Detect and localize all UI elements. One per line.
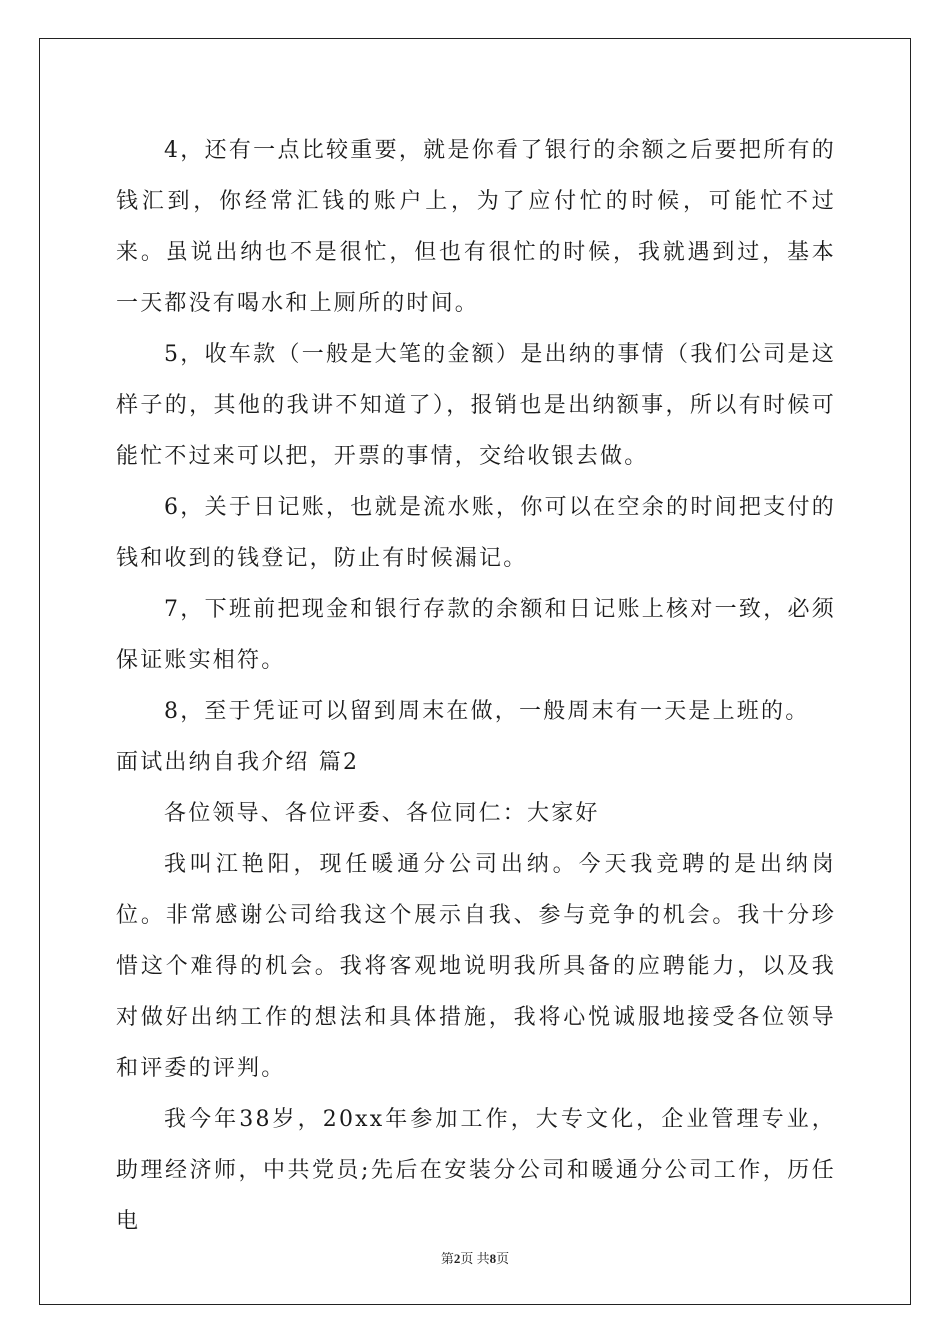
footer-middle: 页 共 (460, 1251, 490, 1266)
intro-paragraph: 我叫江艳阳，现任暖通分公司出纳。今天我竞聘的是出纳岗位。非常感谢公司给我这个展示自我、参与竞争的机会。我十分珍惜这个难得的机会。我将客观地说明我所具备的应聘能力，以及我对做好出纳工作的想法和具体措施，我将心悦诚服地接受各位领导和评委的评判。 (116, 852, 836, 1081)
footer-prefix: 第 (440, 1251, 454, 1266)
greeting: 各位领导、各位评委、各位同仁：大家好 (164, 801, 600, 826)
footer-page-number: 2 (453, 1251, 461, 1266)
document-body (116, 125, 836, 1247)
paragraph-4: 4，还有一点比较重要，就是你看了银行的余额之后要把所有的钱汇到，你经常汇钱的账户上，为了应付忙的时候，可能忙不过来。虽说出纳也不是很忙，但也有很忙的时候，我就遇到过，基本一天都没有喝水和上厕所的时间。 (116, 138, 836, 316)
paragraph-5: 5，收车款（一般是大笔的金额）是出纳的事情（我们公司是这样子的，其他的我讲不知道了），报销也是出纳额事，所以有时候可能忙不过来可以把，开票的事情，交给收银去做。 (116, 342, 836, 469)
footer-suffix: 页 (496, 1251, 510, 1266)
background-paragraph: 我今年38岁，20xx年参加工作，大专文化，企业管理专业，助理经济师，中共党员;先后在安装分公司和暖通分公司工作，历任电 (116, 1107, 836, 1234)
footer-total-pages: 8 (489, 1251, 497, 1266)
paragraph-7: 7，下班前把现金和银行存款的余额和日记账上核对一致，必须保证账实相符。 (116, 597, 836, 673)
paragraph-6: 6，关于日记账，也就是流水账，你可以在空余的时间把支付的钱和收到的钱登记，防止有时候漏记。 (116, 495, 836, 571)
paragraph-8: 8，至于凭证可以留到周末在做，一般周末有一天是上班的。 (164, 699, 810, 724)
page-footer (0, 1248, 950, 1267)
section-heading: 面试出纳自我介绍 篇2 (116, 750, 360, 775)
